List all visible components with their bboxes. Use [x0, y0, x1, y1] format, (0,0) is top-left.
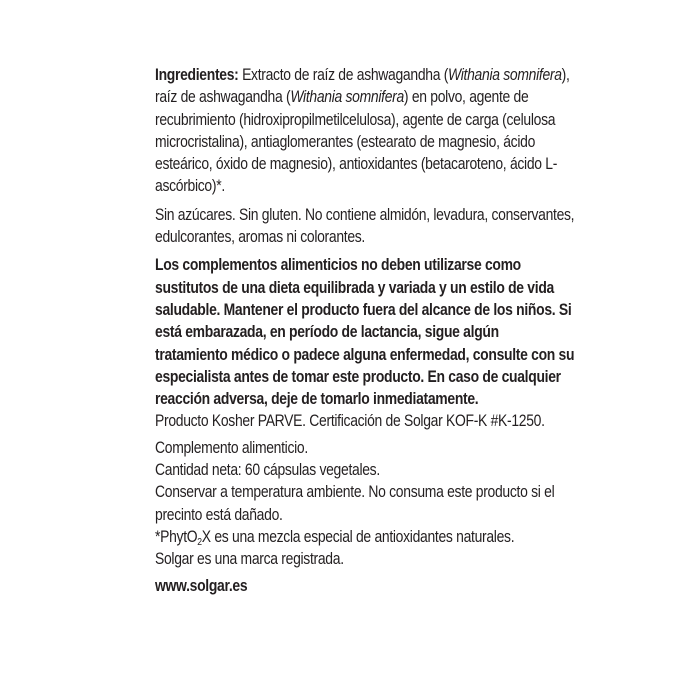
phytox-subscript: 2: [197, 536, 202, 548]
species-name-2: Withania somnifera: [290, 88, 404, 107]
phytox-prefix: *PhytO: [155, 527, 198, 546]
trademark-statement: Solgar es una marca registrada.: [155, 550, 344, 569]
kosher-statement: Producto Kosher PARVE. Certificación de Solgar KOF-K #K-1250.: [155, 412, 545, 431]
category-statement: Complemento alimenticio.: [155, 438, 308, 457]
ingredients-text-1: Extracto de raíz de ashwagandha (: [238, 66, 449, 84]
warning-statement: Los complementos alimenticios no deben utilizarse como sustitutos de una dieta equilibrada y variada y un estilo de vida saludable. Mantener el producto fuera del alcance de los niños. Si está embarazada, en período de lactancia, sigue algún tratamiento médico o padece alguna enfermedad, consulte con su especialista antes de tomar este producto. En caso de cualquier reacción adversa, deje de tomarlo inmediatamente.: [155, 256, 575, 409]
website-link[interactable]: www.solgar.es: [155, 576, 248, 595]
ingredients-paragraph: [155, 64, 575, 198]
label-text-block: [155, 64, 575, 597]
ingredients-heading: Ingredientes:: [155, 66, 239, 84]
phytox-footnote: [155, 526, 575, 548]
net-quantity-statement: Cantidad neta: 60 cápsulas vegetales.: [155, 461, 380, 480]
free-from-statement: Sin azúcares. Sin gluten. No contiene almidón, levadura, conservantes, edulcorantes, aromas ni colorantes.: [155, 205, 575, 247]
ingredients-text-3: ) en polvo, agente de recubrimiento (hidroxipropilmetilcelulosa), agente de carga (celulosa microcristalina), antiaglomerantes (estearato de magnesio, ácido esteárico, óxido de magnesio), antioxidantes (betacaroteno, ácido L-ascórbico)*.: [155, 88, 558, 196]
phytox-suffix: X es una mezcla especial de antioxidantes naturales.: [201, 527, 515, 546]
species-name-1: Withania somnifera: [448, 66, 562, 84]
storage-statement: Conservar a temperatura ambiente. No consuma este producto si el precinto está dañado.: [155, 483, 555, 524]
ingredients-text-2: ), raíz de ashwagandha (: [155, 66, 570, 107]
